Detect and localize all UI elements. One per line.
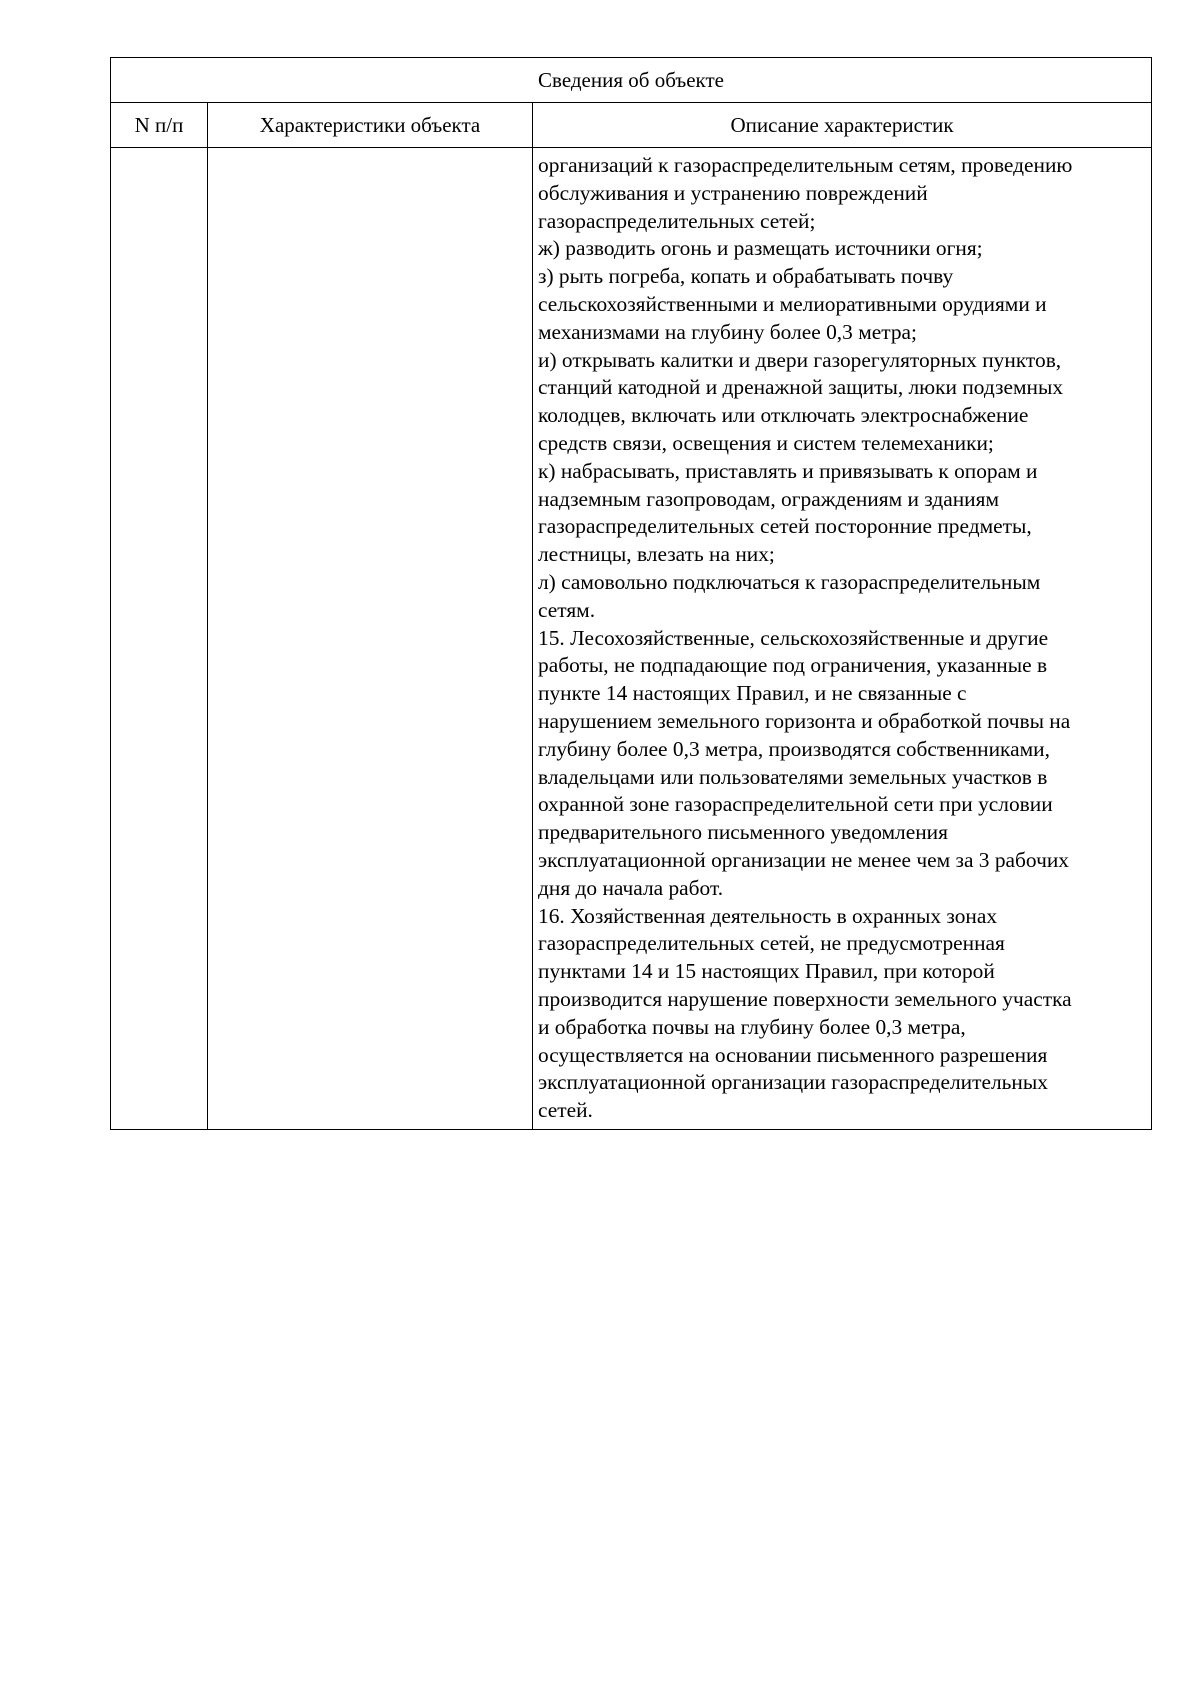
description-line: предварительного письменного уведомления — [538, 820, 948, 845]
description-line: пунктами 14 и 15 настоящих Правил, при которой — [538, 959, 995, 984]
description-line: владельцами или пользователями земельных участков в — [538, 764, 1048, 789]
description-line: осуществляется на основании письменного разрешения — [538, 1042, 1048, 1067]
description-line: производится нарушение поверхности земельного участка — [538, 986, 1072, 1011]
header-characteristics: Характеристики объекта — [208, 103, 533, 148]
description-line: лестницы, влезать на них; — [538, 542, 775, 567]
description-line: газораспределительных сетей; — [538, 208, 816, 233]
description-line: к) набрасывать, приставлять и привязывать к опорам и — [538, 458, 1038, 483]
table-header-row — [111, 103, 1152, 148]
description-line: сельскохозяйственными и мелиоративными орудиями и — [538, 291, 1047, 316]
description-line: средств связи, освещения и систем телемеханики; — [538, 430, 994, 455]
description-line: 15. Лесохозяйственные, сельскохозяйственные и другие — [538, 625, 1049, 650]
description-line: ж) разводить огонь и размещать источники огня; — [538, 236, 983, 261]
header-number: N п/п — [111, 103, 208, 148]
table-row — [111, 148, 1152, 1130]
description-line: и) открывать калитки и двери газорегуляторных пунктов, — [538, 347, 1062, 372]
row-number-cell — [111, 148, 208, 1130]
description-line: станций катодной и дренажной защиты, люки подземных — [538, 375, 1064, 400]
table-title: Сведения об объекте — [111, 58, 1152, 103]
description-line: эксплуатационной организации газораспределительных — [538, 1070, 1048, 1095]
description-line: сетям. — [538, 597, 596, 622]
description-line: надземным газопроводам, ограждениям и зданиям — [538, 486, 999, 511]
table-title-row — [111, 58, 1152, 103]
description-line: газораспределительных сетей, не предусмотренная — [538, 931, 1005, 956]
description-line: нарушением земельного горизонта и обработкой почвы на — [538, 708, 1071, 733]
description-line: 16. Хозяйственная деятельность в охранных зонах — [538, 903, 998, 928]
description-line: работы, не подпадающие под ограничения, указанные в — [538, 653, 1048, 678]
description-line: дня до начала работ. — [538, 875, 724, 900]
description-line: организаций к газораспределительным сетям, проведению — [538, 153, 1073, 177]
description-line: обслуживания и устранению повреждений — [538, 180, 928, 205]
description-line: л) самовольно подключаться к газораспределительным — [538, 569, 1041, 594]
description-line: газораспределительных сетей посторонние предметы, — [538, 514, 1032, 539]
description-line: з) рыть погреба, копать и обрабатывать почву — [538, 264, 954, 289]
description-line: охранной зоне газораспределительной сети при условии — [538, 792, 1053, 817]
description-line: глубину более 0,3 метра, производятся собственниками, — [538, 736, 1050, 761]
description-line: сетей. — [538, 1098, 593, 1123]
row-characteristics-cell — [208, 148, 533, 1130]
description-line: эксплуатационной организации не менее чем за 3 рабочих — [538, 847, 1069, 872]
row-description-cell — [533, 148, 1152, 1130]
object-info-table — [110, 57, 1152, 1130]
header-description: Описание характеристик — [533, 103, 1152, 148]
description-line: пункте 14 настоящих Правил, и не связанные с — [538, 681, 967, 706]
description-line: колодцев, включать или отключать электроснабжение — [538, 403, 1029, 428]
description-line: механизмами на глубину более 0,3 метра; — [538, 319, 917, 344]
description-line: и обработка почвы на глубину более 0,3 метра, — [538, 1014, 966, 1039]
